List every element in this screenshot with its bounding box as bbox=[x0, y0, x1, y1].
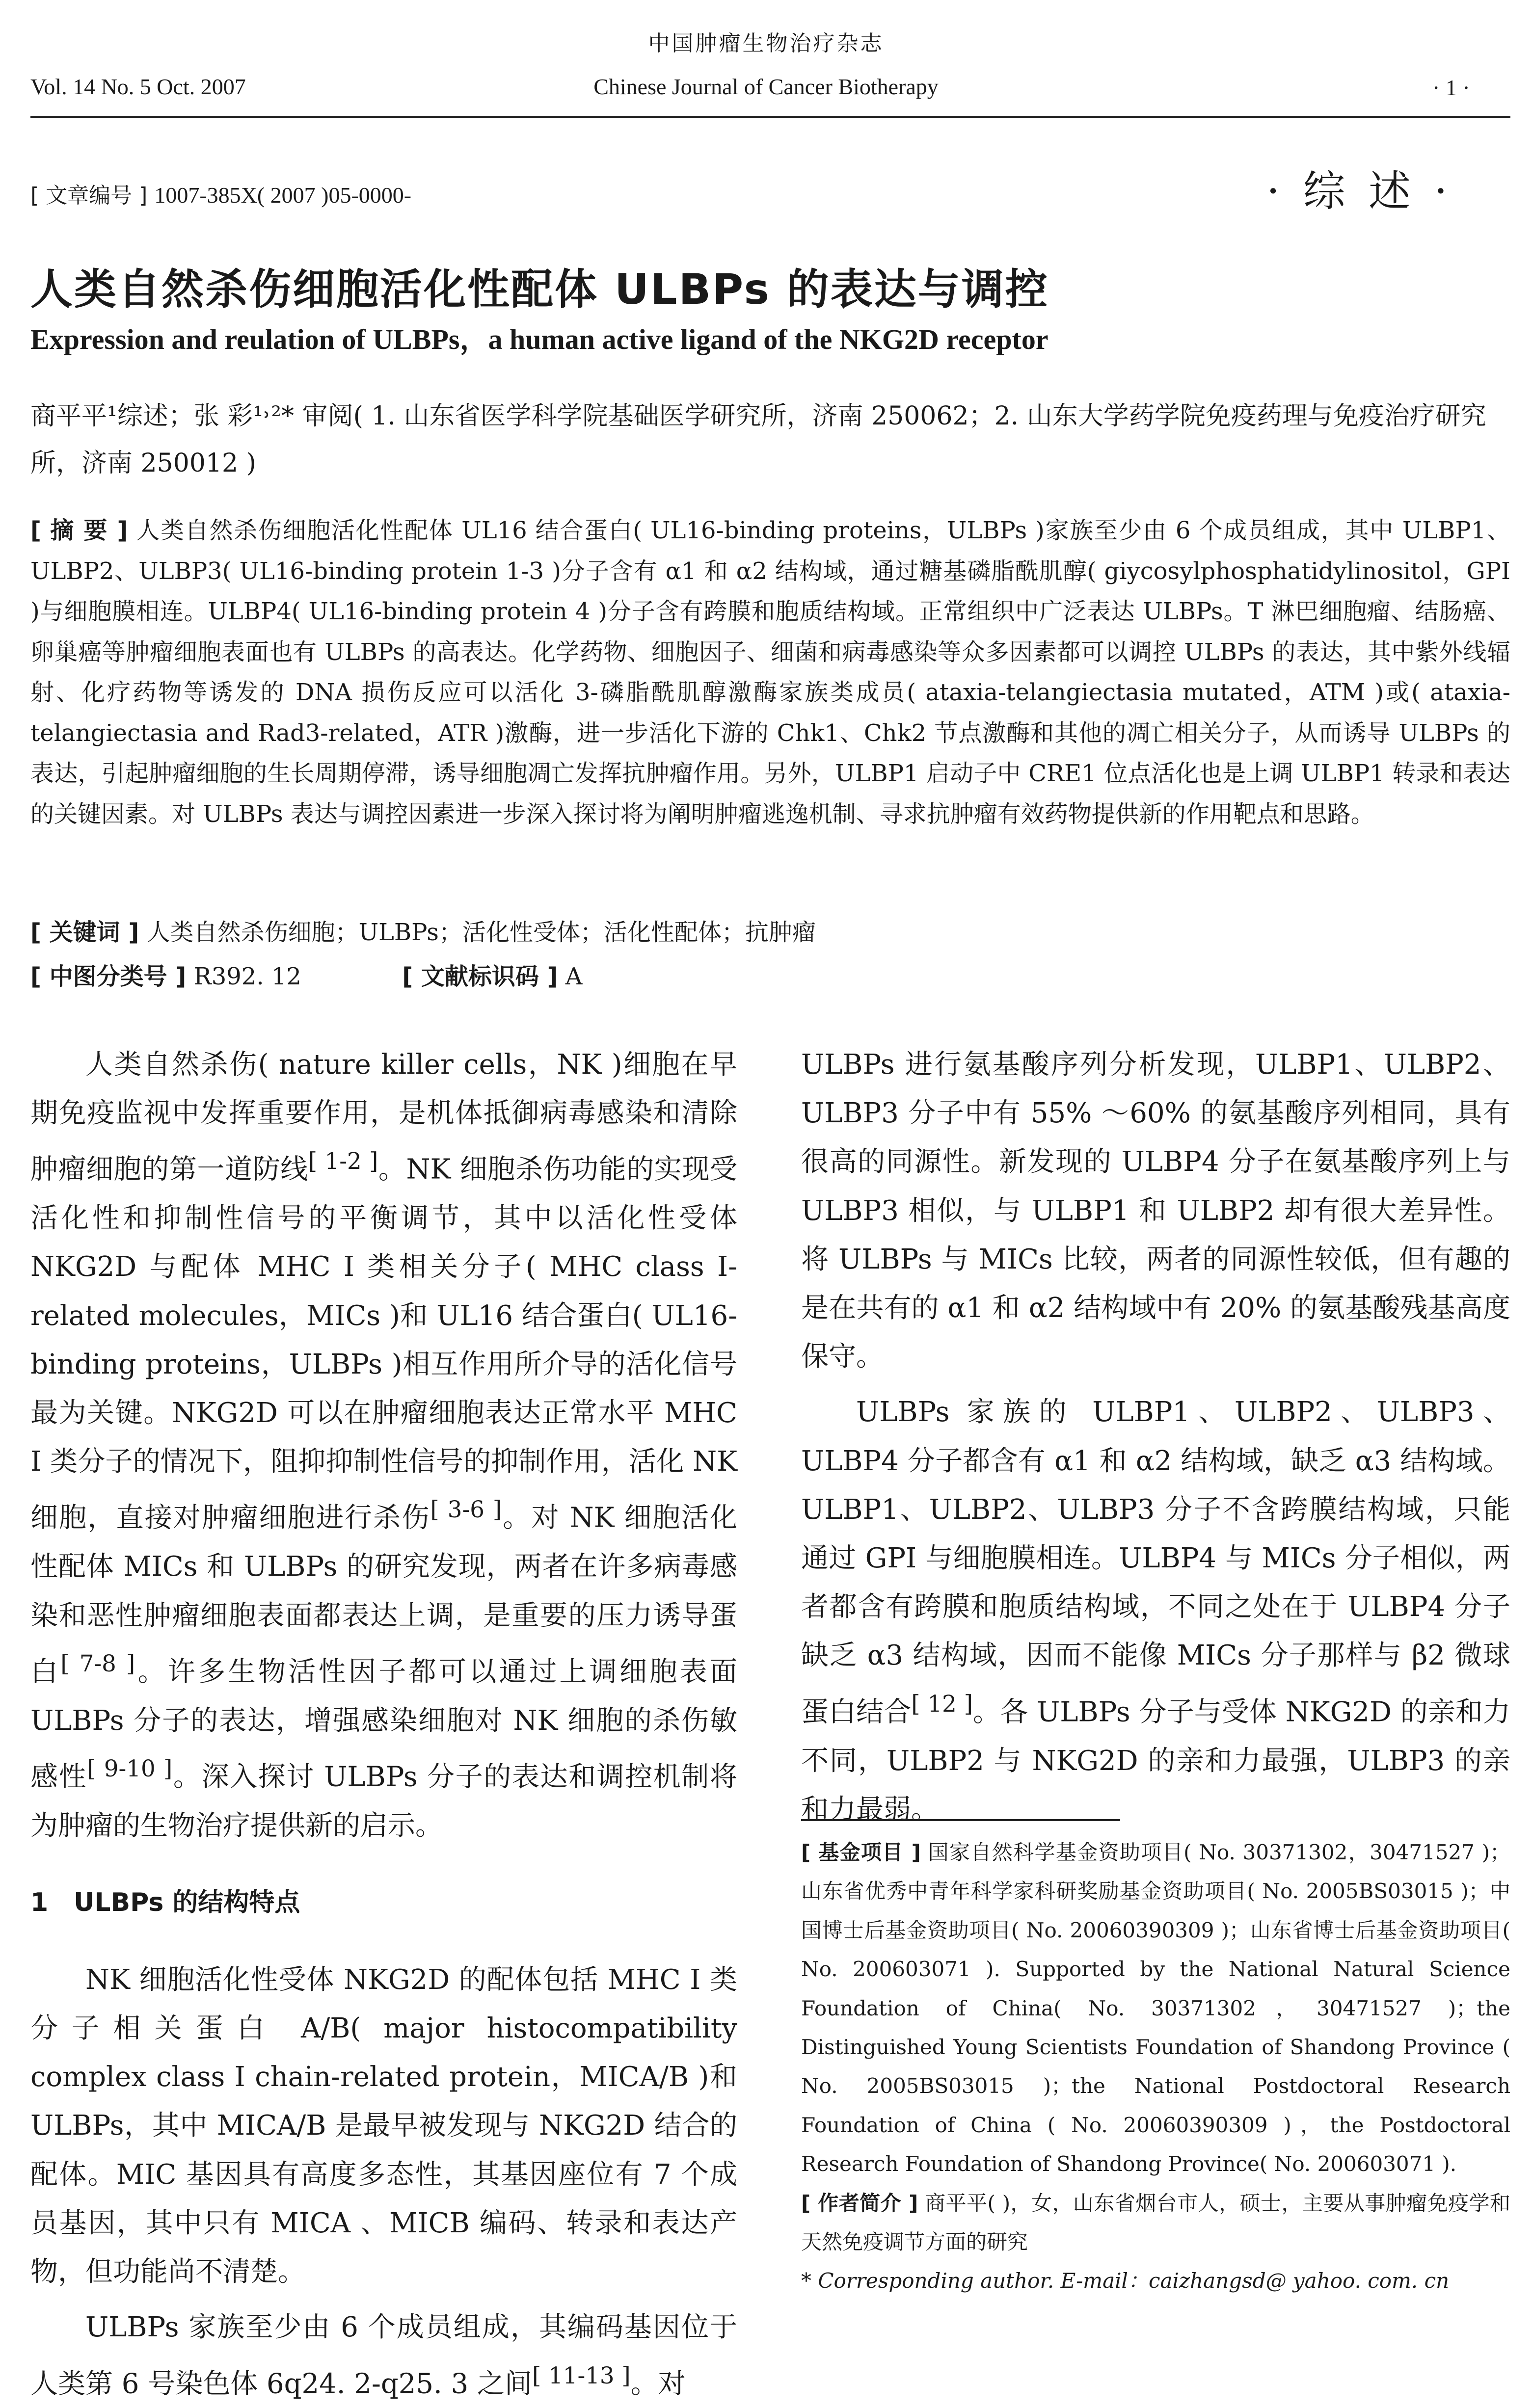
footnotes bbox=[801, 1833, 1510, 2301]
funding-note bbox=[801, 1833, 1510, 2184]
intro-text-5: 。深入探讨 ULBPs 分子的表达和调控机制将为肿瘤的生物治疗提供新的启示。 bbox=[30, 1761, 737, 1842]
header-rule bbox=[30, 116, 1510, 118]
section-1-paragraph-1: NK 细胞活化性受体 NKG2D 的配体包括 MHC I 类分子相关蛋白 A/B( major histocompatibility complex class I chain-related protein，MICA/B )和 ULBPs，其中 MICA/B 是最早被发现与 NKG2D 结合的配体。MIC 基因具有高度多态性，其基因座位有 7 个成员基因，其中只有 MICA 、MICB 编码、转录和表达产物，但功能尚不清楚。 bbox=[30, 1963, 737, 2288]
paragraph-text: ULBPs 家族的 ULBP1、ULBP2、ULBP3、ULBP4 分子都含有 α1 和 α2 结构域，缺乏 α3 结构域。ULBP1、ULBP2、ULBP3 分子不含跨膜结构域，只能通过 GPI 与细胞膜相连。ULBP4 与 MICs 分子相似，两者都含有跨膜和胞质结构域，不同之处在于 ULBP4 分子缺乏 α3 结构域，因而不能像 MICs 分子那样与 β2 微球蛋白结合 bbox=[801, 1396, 1510, 1728]
funding-text: 国家自然科学基金资助项目( No. 30371302，30471527 )；山东省优秀中青年科学家科研奖励基金资助项目( No. 2005BS03015 )；中国博士后基金资助项目( No. 20060390309 )；山东省博士后基金资助项目( No. 200603071 ). Supported by the National Natural Science Foundation of China( No. 30371302，30471527 )；the Distinguished Young Scientists Foundation of Shandong Province ( No. 2005BS03015 )；the National Postdoctoral Research Foundation of China ( No. 20060390309 )，the Postdoctoral Research Foundation of Shandong Province( No. 200603071 ). bbox=[801, 1840, 1510, 2176]
citation: [ 7-8 ] bbox=[60, 1650, 135, 1677]
intro-paragraph bbox=[30, 1040, 737, 1850]
right-paragraph-2 bbox=[801, 1388, 1510, 1833]
document-code-value: A bbox=[565, 963, 583, 990]
citation: [ 1-2 ] bbox=[308, 1148, 378, 1175]
funding-label: [ 基金项目 ] bbox=[801, 1840, 921, 1864]
page-number: · 1 · bbox=[1432, 75, 1470, 100]
citation: [ 12 ] bbox=[911, 1691, 973, 1718]
class-number-label: [ 中图分类号 ] bbox=[30, 963, 187, 990]
volume-info: Vol. 14 No. 5 Oct. 2007 bbox=[30, 74, 246, 99]
paragraph-text: 。对 bbox=[630, 2368, 686, 2400]
abstract-text: 人类自然杀伤细胞活化性配体 UL16 结合蛋白( UL16-binding proteins，ULBPs )家族至少由 6 个成员组成，其中 ULBP1、ULBP2、ULBP3( UL16-binding protein 1-3 )分子含有 α1 和 α2 结构域，通过糖基磷脂酰肌醇( giycosylphosphatidylinositol，GPI )与细胞膜相连。ULBP4( UL16-binding protein 4 )分子含有跨膜和胞质结构域。正常组织中广泛表达 ULBPs。T 淋巴细胞瘤、结肠癌、卵巢癌等肿瘤细胞表面也有 ULBPs 的高表达。化学药物、细胞因子、细菌和病毒感染等众多因素都可以调控 ULBPs 的表达，其中紫外线辐射、化疗药物等诱发的 DNA 损伤反应可以活化 3-磷脂酰肌醇激酶家族类成员( ataxia-telangiectasia mutated，ATM )或( ataxia-telangiectasia and Rad3-related，ATR )激酶，进一步活化下游的 Chk1、Chk2 节点激酶和其他的凋亡相关分子，从而诱导 ULBPs 的表达，引起肿瘤细胞的生长周期停滞，诱导细胞凋亡发挥抗肿瘤作用。另外，ULBP1 启动子中 CRE1 位点活化也是上调 ULBP1 转录和表达的关键因素。对 ULBPs 表达与调控因素进一步深入探讨将为阐明肿瘤逃逸机制、寻求抗肿瘤有效药物提供新的作用靶点和思路。 bbox=[30, 517, 1510, 828]
author-note bbox=[801, 2184, 1510, 2262]
journal-name-cn: 中国肿瘤生物治疗杂志 bbox=[648, 31, 884, 56]
corresponding-author: * Corresponding author. E-mail：caizhangsd@ yahoo. com. cn bbox=[801, 2269, 1450, 2293]
paragraph-gap bbox=[30, 2296, 737, 2303]
article-number bbox=[30, 178, 411, 209]
document-code-label: [ 文献标识码 ] bbox=[402, 963, 558, 990]
right-column bbox=[801, 1040, 1510, 1834]
paragraph-gap bbox=[801, 1381, 1510, 1388]
classification bbox=[30, 957, 1510, 996]
keywords-text: 人类自然杀伤细胞；ULBPs；活化性受体；活化性配体；抗肿瘤 bbox=[146, 919, 816, 946]
class-number-value: R392. 12 bbox=[193, 963, 301, 990]
section-tag: · 综 述 · bbox=[1266, 167, 1452, 216]
section-1-heading: 1 ULBPs 的结构特点 bbox=[30, 1887, 300, 1917]
keywords bbox=[30, 913, 1510, 952]
authors-affiliations: 商平平¹综述；张 彩¹˒²* 审阅( 1. 山东省医学科学院基础医学研究所，济南 250062；2. 山东大学药学院免疫药理与免疫治疗研究所，济南 250012 ) bbox=[30, 401, 1486, 478]
author-label: [ 作者简介 ] bbox=[801, 2191, 918, 2215]
paragraph-text: ULBPs 家族至少由 6 个成员组成，其编码基因位于人类第 6 号染色体 6q24. 2-q25. 3 之间 bbox=[30, 2311, 737, 2400]
abstract bbox=[30, 510, 1510, 834]
abstract-label: [ 摘 要 ] bbox=[30, 517, 128, 544]
intro-text-3: 。对 NK 细胞活化性配体 MICs 和 ULBPs 的研究发现，两者在许多病毒感染和恶性肿瘤细胞表面都表达上调，是重要的压力诱导蛋白 bbox=[30, 1502, 737, 1688]
intro-text-2: 。NK 细胞杀伤功能的实现受活化性和抑制性信号的平衡调节，其中以活化性受体 NKG2D 与配体 MHC I 类相关分子( MHC class I-related molecules，MICs )和 UL16 结合蛋白( UL16-binding proteins，ULBPs )相互作用所介导的活化信号最为关键。NKG2D 可以在肿瘤细胞表达正常水平 MHC I 类分子的情况下，阻抑抑制性信号的抑制作用，活化 NK 细胞，直接对肿瘤细胞进行杀伤 bbox=[30, 1154, 738, 1535]
article-number-label: [ 文章编号 ] bbox=[30, 183, 148, 208]
left-column bbox=[30, 1040, 737, 2408]
title-en: Expression and reulation of ULBPs，a human active ligand of the NKG2D receptor bbox=[30, 323, 1048, 355]
intro-text-4: 。许多生物活性因子都可以通过上调细胞表面 ULBPs 分子的表达，增强感染细胞对 NK 细胞的杀伤敏感性 bbox=[30, 1656, 738, 1793]
citation: [ 9-10 ] bbox=[87, 1755, 173, 1782]
section-1-paragraph-2 bbox=[30, 2303, 737, 2408]
right-paragraph-1: ULBPs 进行氨基酸序列分析发现，ULBP1、ULBP2、ULBP3 分子中有 55% ～60% 的氨基酸序列相同，具有很高的同源性。新发现的 ULBP4 分子在氨基酸序列上与 ULBP3 相似，与 ULBP1 和 ULBP2 却有很大差异性。将 ULBPs 与 MICs 比较，两者的同源性较低，但有趣的是在共有的 α1 和 α2 结构域中有 20% 的氨基酸残基高度保守。 bbox=[801, 1049, 1510, 1373]
title-cn: 人类自然杀伤细胞活化性配体 ULBPs 的表达与调控 bbox=[30, 265, 1049, 314]
article-number-value: 1007-385X( 2007 )05-0000- bbox=[154, 183, 412, 208]
citation: [ 3-6 ] bbox=[430, 1497, 502, 1524]
author-text: 商平平( )，女，山东省烟台市人，硕士，主要从事肿瘤免疫学和天然免疫调节方面的研究 bbox=[801, 2191, 1510, 2254]
citation: [ 11-13 ] bbox=[532, 2362, 631, 2389]
journal-name-en: Chinese Journal of Cancer Biotherapy bbox=[593, 74, 939, 99]
footnote-rule bbox=[801, 1819, 1120, 1821]
paragraph-text: 。各 ULBPs 分子与受体 NKG2D 的亲和力不同，ULBP2 与 NKG2D 的亲和力最强，ULBP3 的亲和力最弱。 bbox=[801, 1696, 1511, 1826]
keywords-label: [ 关键词 ] bbox=[30, 919, 139, 946]
intro-text-1: 人类自然杀伤( nature killer cells，NK )细胞在早期免疫监视中发挥重要作用，是机体抵御病毒感染和清除肿瘤细胞的第一道防线 bbox=[30, 1049, 737, 1186]
